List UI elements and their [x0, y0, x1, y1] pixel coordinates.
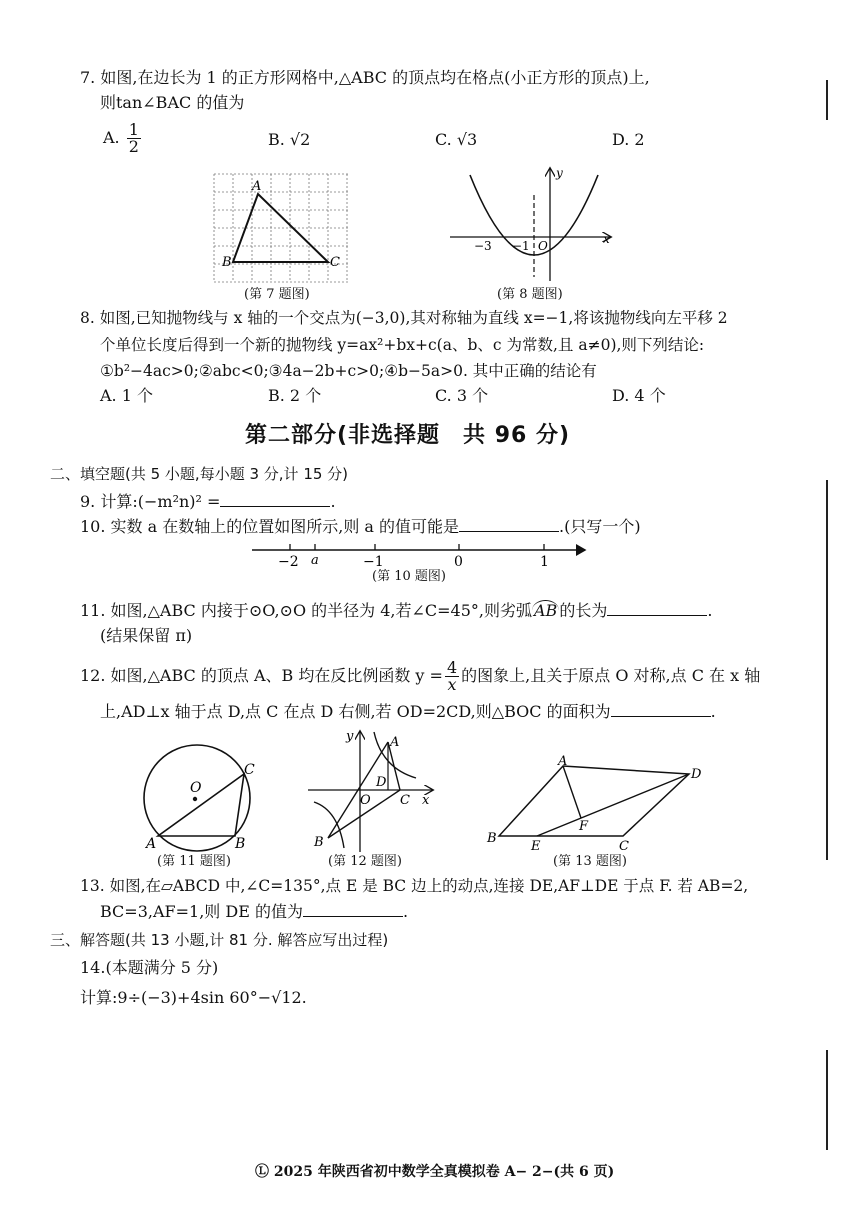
q13-label-a: A	[558, 754, 568, 769]
q9-text: 9. 计算:(−m²n)² =	[80, 492, 221, 511]
q10-number-line	[250, 540, 590, 570]
q12-end: .	[710, 702, 716, 721]
q13-end: .	[402, 902, 409, 921]
q12-text-c: 上,AD⊥x 轴于点 D,点 C 在点 D 右侧,若 OD=2CD,则△BOC 的面积为	[100, 702, 611, 721]
q7-grid	[214, 174, 349, 282]
page-footer: Ⓛ 2025 年陕西省初中数学全真模拟卷 A− 2−(共 6 页)	[255, 1164, 615, 1180]
section3-heading: 三、解答题(共 13 小题,计 81 分. 解答应写出过程)	[50, 931, 389, 949]
q7-label-a: A	[252, 179, 262, 194]
q10-tick-m1: −1	[363, 554, 384, 570]
q13-text: BC=3,AF=1,则 DE 的值为	[100, 902, 303, 921]
q7-option-c: C. √3	[435, 130, 478, 149]
q13-label-b: B	[487, 831, 497, 846]
q11-answer-blank[interactable]	[607, 601, 707, 616]
section2-heading: 二、填空题(共 5 小题,每小题 3 分,计 15 分)	[50, 465, 349, 483]
q10-tick-a: a	[311, 553, 319, 568]
q7-option-d: D. 2	[612, 130, 645, 149]
q13-line1: 13. 如图,在▱ABCD 中,∠C=135°,点 E 是 BC 边上的动点,连接 DE,AF⊥DE 于点 F. 若 AB=2,	[80, 877, 749, 895]
q8-line1: 8. 如图,已知抛物线与 x 轴的一个交点为(−3,0),其对称轴为直线 x=−1,将该抛物线向左平移 2	[80, 309, 728, 327]
q12-label-a: A	[390, 735, 400, 750]
q11-center-dot	[193, 797, 197, 801]
q11-label-o: O	[190, 780, 202, 796]
q7-figure	[214, 174, 350, 284]
q7-option-a-denominator: 2	[128, 137, 139, 156]
q12-label-b: B	[314, 835, 324, 850]
margin-line-middle	[826, 480, 828, 860]
q8-label-m1: −1	[512, 239, 530, 253]
q11-label-b: B	[235, 836, 246, 852]
q10	[80, 517, 641, 537]
q13-fig-caption: (第 13 题图)	[553, 854, 627, 869]
q10-fig-caption: (第 10 题图)	[372, 569, 446, 584]
q7-fig-caption: (第 7 题图)	[244, 287, 310, 302]
q12-label-o: O	[360, 793, 371, 808]
q9-answer-blank[interactable]	[220, 492, 330, 507]
q7-option-a-label: A.	[103, 128, 120, 147]
q10-tick-0: 0	[454, 554, 463, 570]
q12-frac-num: 4	[446, 658, 458, 677]
q13-label-c: C	[619, 839, 629, 854]
q12-answer-blank[interactable]	[611, 702, 711, 717]
q13-label-f: F	[579, 819, 589, 834]
margin-line-top	[826, 80, 828, 120]
q12-figure	[308, 728, 448, 856]
q8-option-b: B. 2 个	[268, 386, 322, 405]
q11-text-b: 的长为	[559, 601, 608, 620]
q13-label-d: D	[691, 767, 702, 782]
q10-answer-blank[interactable]	[459, 517, 559, 532]
q11-fig-caption: (第 11 题图)	[157, 854, 231, 869]
q9-end: .	[330, 492, 336, 511]
q12-fig-caption: (第 12 题图)	[328, 854, 402, 869]
q8-label-y: y	[556, 166, 563, 180]
q12-line1	[80, 658, 760, 694]
q7-option-a-fraction	[127, 122, 141, 155]
q12-fraction	[445, 660, 459, 693]
q10-tick-1: 1	[540, 554, 549, 570]
part2-heading: 第二部分(非选择题 共 96 分)	[245, 423, 571, 448]
q12-label-d: D	[376, 775, 387, 790]
q8-figure	[450, 165, 620, 285]
q12-text-b: 的图象上,且关于原点 O 对称,点 C 在 x 轴	[461, 666, 761, 685]
margin-line-bottom	[826, 1050, 828, 1150]
q8-option-d: D. 4 个	[612, 386, 666, 405]
q13-line2	[100, 902, 408, 922]
q13-segment-af	[563, 766, 581, 818]
q11-end: .	[707, 601, 713, 620]
q8-line2: 个单位长度后得到一个新的抛物线 y=ax²+bx+c(a、b、c 为常数,且 a≠0),则下列结论:	[100, 336, 705, 354]
q9	[80, 492, 336, 512]
q14-text: 计算:9÷(−3)+4sin 60°−√12.	[80, 988, 307, 1007]
q8-option-a: A. 1 个	[100, 386, 153, 405]
q12-frac-den: x	[447, 675, 457, 694]
q11-arc-ab: AB	[534, 601, 558, 620]
q8-label-m3: −3	[474, 239, 492, 253]
q11-line2: (结果保留 π)	[100, 626, 193, 645]
q7-option-a	[103, 122, 143, 155]
q12-label-y: y	[346, 729, 354, 744]
q13-parallelogram	[499, 766, 689, 836]
q12-label-x: x	[422, 793, 430, 808]
q11-label-a: A	[146, 836, 157, 852]
q12-text-a: 12. 如图,△ABC 的顶点 A、B 均在反比例函数 y =	[80, 666, 443, 685]
q10-tick-m2: −2	[278, 554, 299, 570]
q12-label-c: C	[400, 793, 410, 808]
q7-label-b: B	[222, 255, 232, 270]
q7-line1: 7. 如图,在边长为 1 的正方形网格中,△ABC 的顶点均在格点(小正方形的顶点)上,	[80, 68, 650, 87]
q8-label-x: x	[603, 232, 610, 246]
q14-score: 14.(本题满分 5 分)	[80, 958, 219, 977]
q10-text: 10. 实数 a 在数轴上的位置如图所示,则 a 的值可能是	[80, 517, 460, 536]
q13-segment-de	[537, 774, 689, 836]
q11-text: 11. 如图,△ABC 内接于⊙O,⊙O 的半径为 4,若∠C=45°,则劣弧	[80, 601, 532, 620]
q7-option-a-numerator: 1	[128, 120, 139, 139]
q7-label-c: C	[330, 255, 340, 270]
q8-fig-caption: (第 8 题图)	[497, 287, 563, 302]
q11-label-c: C	[244, 762, 255, 778]
q11-figure	[140, 742, 260, 854]
q8-label-o: O	[538, 239, 548, 253]
q13-label-e: E	[531, 839, 541, 854]
q11-line1	[80, 600, 712, 621]
q8-option-c: C. 3 个	[435, 386, 489, 405]
q13-figure	[487, 756, 707, 852]
q8-line3: ①b²−4ac>0;②abc<0;③4a−2b+c>0;④b−5a>0. 其中正确的结论有	[100, 362, 597, 380]
q13-answer-blank[interactable]	[303, 902, 403, 917]
q7-line2: 则tan∠BAC 的值为	[100, 93, 245, 112]
q7-option-b: B. √2	[268, 130, 311, 149]
q12-line2	[100, 702, 716, 722]
q10-end: .(只写一个)	[559, 517, 641, 536]
